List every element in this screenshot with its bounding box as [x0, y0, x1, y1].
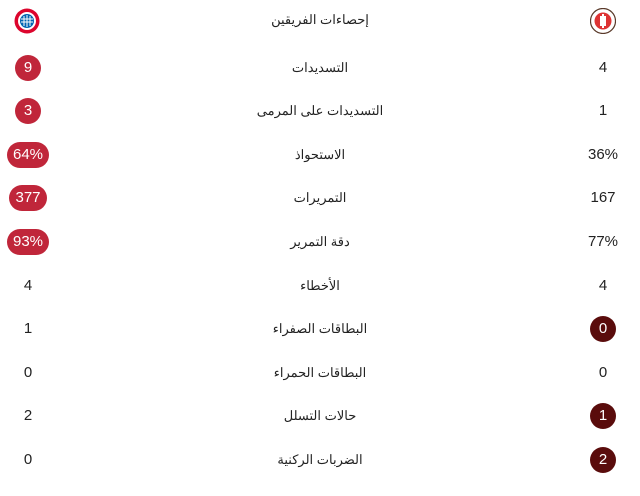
- home-cell: [4, 401, 52, 431]
- stat-row: [0, 183, 640, 213]
- away-value: 167: [590, 189, 616, 206]
- away-cell: [579, 53, 627, 83]
- home-cell: [4, 445, 52, 475]
- home-cell: [4, 53, 52, 83]
- stat-label: التمريرات: [293, 190, 347, 205]
- away-value: 4: [598, 59, 608, 76]
- home-cell: [4, 314, 52, 344]
- home-cell: [4, 358, 52, 388]
- stat-label: الأخطاء: [300, 278, 340, 293]
- stat-label: البطاقات الصفراء: [272, 321, 368, 336]
- away-value: 0: [590, 316, 616, 342]
- home-team-logo: [14, 8, 40, 34]
- stat-label: التسديدات: [291, 60, 349, 75]
- away-value: 4: [598, 277, 608, 294]
- stat-label: الضربات الركنية: [277, 452, 363, 467]
- away-cell: [579, 183, 627, 213]
- away-cell: [579, 314, 627, 344]
- home-cell: [4, 227, 52, 257]
- away-value: 0: [598, 364, 608, 381]
- home-value: 64%: [7, 142, 49, 168]
- away-value: 36%: [587, 146, 619, 163]
- home-value: 1: [23, 320, 33, 337]
- home-cell: [4, 140, 52, 170]
- away-cell: [579, 271, 627, 301]
- stat-label: البطاقات الحمراء: [273, 365, 367, 380]
- stats-title: إحصاءات الفريقين: [271, 12, 369, 27]
- stat-row: [0, 96, 640, 126]
- away-cell: [579, 140, 627, 170]
- home-cell: [4, 271, 52, 301]
- home-cell: [4, 96, 52, 126]
- away-cell: [579, 227, 627, 257]
- stat-label: التسديدات على المرمى: [256, 103, 384, 118]
- home-value: 0: [23, 364, 33, 381]
- home-value: 3: [15, 98, 41, 124]
- away-value: 2: [590, 447, 616, 473]
- stat-label: دقة التمرير: [290, 234, 350, 249]
- home-value: 93%: [7, 229, 49, 255]
- stat-row: [0, 227, 640, 257]
- home-value: 9: [15, 55, 41, 81]
- stat-row: [0, 53, 640, 83]
- away-value: 77%: [587, 233, 619, 250]
- home-value: 0: [23, 451, 33, 468]
- home-cell: [4, 183, 52, 213]
- stat-row: [0, 314, 640, 344]
- away-cell: [579, 445, 627, 475]
- away-value: 1: [590, 403, 616, 429]
- stat-row: [0, 358, 640, 388]
- away-cell: [579, 401, 627, 431]
- stat-row: [0, 271, 640, 301]
- stat-label: الاستحواذ: [294, 147, 346, 162]
- away-value: 1: [598, 102, 608, 119]
- away-cell: [579, 358, 627, 388]
- home-value: 377: [9, 185, 46, 211]
- stat-label: حالات التسلل: [283, 408, 357, 423]
- home-value: 2: [23, 407, 33, 424]
- away-cell: [579, 96, 627, 126]
- home-value: 4: [23, 277, 33, 294]
- stat-row: [0, 401, 640, 431]
- stat-row: [0, 445, 640, 475]
- stat-row: [0, 140, 640, 170]
- away-team-logo: [590, 8, 616, 34]
